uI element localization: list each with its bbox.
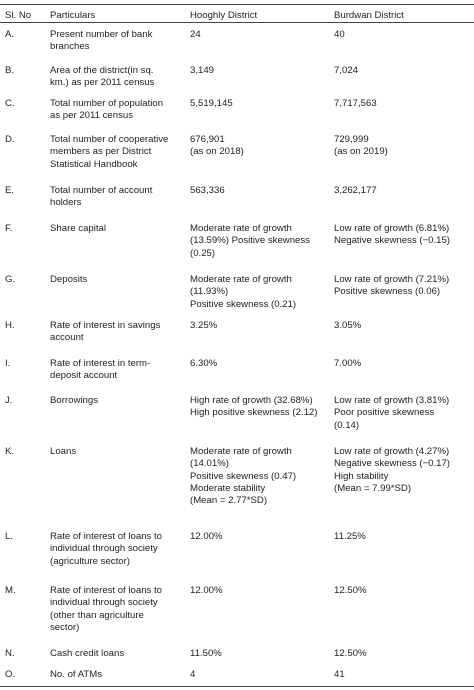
header-particulars: Particulars: [50, 10, 96, 21]
cell-text-line: 12.50%: [334, 648, 367, 659]
cell-text-line: (Mean = 2.77*SD): [190, 495, 268, 507]
cell-text-line: 7,717,563: [334, 98, 377, 109]
cell-text-line: Rate of interest in savings: [50, 320, 161, 331]
cell-text-line: Share capital: [50, 223, 106, 234]
cell-text-line: (as on 2019): [334, 146, 388, 158]
cell-text-line: Positive skewness (0.06): [334, 286, 441, 298]
cell-burdwan: [334, 65, 358, 77]
cell-text-line: (as on 2018): [190, 146, 244, 158]
cell-hooghly: [190, 98, 233, 110]
table-bottom-rule: [0, 686, 474, 687]
cell-text-line: Rate of interest in term-: [50, 358, 151, 369]
cell-hooghly: [190, 446, 296, 507]
cell-text-line: (other than agriculture: [50, 609, 144, 621]
cell-text-line: Loans: [50, 446, 77, 457]
cell-burdwan: [334, 358, 361, 370]
cell-text-line: 563,336: [190, 185, 225, 196]
cell-burdwan: [334, 585, 367, 597]
cell-burdwan: [334, 29, 345, 41]
cell-text-line: Deposits: [50, 274, 88, 285]
cell-hooghly: [190, 65, 214, 77]
cell-text-line: Low rate of growth (6.81%): [334, 223, 450, 234]
cell-hooghly: [190, 185, 225, 197]
cell-sl-no: B.: [5, 65, 15, 76]
cell-hooghly: [190, 669, 195, 681]
cell-text-line: 3,149: [190, 65, 215, 76]
cell-text-line: sector): [50, 621, 80, 633]
cell-text-line: Moderate rate of growth: [190, 223, 292, 234]
cell-hooghly: [190, 320, 217, 332]
cell-text-line: Positive skewness (0.21): [190, 298, 297, 310]
cell-text-line: High rate of growth (32.68%): [190, 395, 313, 406]
cell-text-line: 11.25%: [334, 531, 366, 542]
cell-text-line: Total number of cooperative: [50, 134, 169, 145]
cell-text-line: Low rate of growth (3.81%): [334, 395, 450, 406]
cell-burdwan: [334, 134, 388, 159]
cell-text-line: 12.00%: [190, 585, 223, 596]
cell-text-line: (agriculture sector): [50, 555, 130, 567]
cell-particulars: [50, 185, 152, 210]
cell-text-line: 676,901: [190, 134, 225, 145]
cell-burdwan: [334, 648, 367, 660]
cell-particulars: [50, 29, 152, 54]
cell-particulars: [50, 395, 98, 407]
cell-particulars: [50, 320, 160, 345]
cell-text-line: Cash credit loans: [50, 648, 125, 659]
cell-text-line: (0.25): [190, 247, 216, 259]
cell-hooghly: [190, 648, 222, 660]
cell-text-line: (13.59%) Positive skewness: [190, 235, 310, 247]
cell-hooghly: [190, 274, 296, 311]
cell-text-line: 12.50%: [334, 585, 367, 596]
cell-burdwan: [334, 98, 377, 110]
cell-text-line: 24: [190, 29, 201, 40]
cell-particulars: [50, 358, 150, 383]
cell-sl-no: C.: [5, 98, 15, 109]
cell-text-line: (11.93%): [190, 286, 229, 298]
cell-text-line: deposit account: [50, 370, 118, 382]
cell-text-line: Area of the district(in sq.: [50, 65, 154, 76]
cell-sl-no: E.: [5, 185, 15, 196]
cell-text-line: members as per District: [50, 146, 152, 158]
cell-hooghly: [190, 585, 223, 597]
cell-particulars: [50, 274, 87, 286]
cell-burdwan: [334, 185, 377, 197]
cell-hooghly: [190, 29, 201, 41]
cell-sl-no: O.: [5, 669, 16, 680]
cell-text-line: Poor positive skewness: [334, 407, 435, 419]
cell-text-line: 3.05%: [334, 320, 362, 331]
cell-text-line: (Mean = 7.99*SD): [334, 482, 412, 494]
cell-text-line: individual through society: [50, 597, 158, 609]
cell-text-line: 7.00%: [334, 358, 362, 369]
table-top-rule: [0, 4, 474, 5]
table-header-rule: [0, 22, 474, 23]
cell-text-line: 3,262,177: [334, 185, 377, 196]
cell-text-line: Negative skewness (−0.17): [334, 458, 450, 470]
cell-text-line: 40: [334, 29, 345, 40]
cell-text-line: Positive skewness (0.47): [190, 470, 297, 482]
header-sl-no: Sl. No: [5, 10, 32, 21]
cell-hooghly: [190, 134, 244, 159]
cell-text-line: High stability: [334, 470, 389, 482]
cell-particulars: [50, 585, 162, 634]
cell-sl-no: F.: [5, 223, 13, 234]
header-hooghly-district: Hooghly District: [190, 10, 258, 21]
cell-sl-no: D.: [5, 134, 15, 145]
cell-particulars: [50, 648, 124, 660]
cell-particulars: [50, 65, 154, 90]
cell-text-line: as per 2011 census: [50, 110, 134, 122]
cell-text-line: (0.14): [334, 419, 360, 431]
cell-text-line: 6.30%: [190, 358, 218, 369]
cell-particulars: [50, 134, 168, 171]
cell-text-line: 7,024: [334, 65, 359, 76]
cell-burdwan: [334, 320, 361, 332]
cell-text-line: 729,999: [334, 134, 369, 145]
cell-particulars: [50, 531, 162, 568]
cell-burdwan: [334, 531, 366, 543]
cell-text-line: Negative skewness (−0.15): [334, 235, 450, 247]
cell-text-line: 3.25%: [190, 320, 218, 331]
cell-particulars: [50, 669, 102, 681]
cell-hooghly: [190, 395, 317, 420]
cell-particulars: [50, 223, 106, 235]
cell-text-line: Rate of interest of loans to: [50, 585, 162, 596]
cell-burdwan: [334, 274, 449, 299]
cell-sl-no: G.: [5, 274, 16, 285]
cell-sl-no: L.: [5, 531, 14, 542]
cell-sl-no: A.: [5, 29, 15, 40]
cell-text-line: individual through society: [50, 543, 158, 555]
cell-sl-no: J.: [5, 395, 13, 406]
cell-text-line: account: [50, 332, 84, 344]
cell-burdwan: [334, 446, 450, 495]
cell-hooghly: [190, 223, 310, 260]
cell-text-line: Moderate rate of growth: [190, 274, 292, 285]
cell-text-line: Borrowings: [50, 395, 98, 406]
cell-text-line: Total number of account: [50, 185, 153, 196]
header-burdwan-district: Burdwan District: [334, 10, 404, 21]
cell-burdwan: [334, 395, 449, 432]
cell-text-line: branches: [50, 41, 90, 53]
cell-text-line: 5,519,145: [190, 98, 233, 109]
cell-text-line: 41: [334, 669, 345, 680]
cell-text-line: km.) as per 2011 census: [50, 77, 155, 89]
cell-hooghly: [190, 358, 217, 370]
cell-text-line: Total number of population: [50, 98, 164, 109]
cell-text-line: 11.50%: [190, 648, 222, 659]
cell-text-line: (14.01%): [190, 458, 229, 470]
cell-burdwan: [334, 223, 450, 248]
cell-text-line: Present number of bank: [50, 29, 153, 40]
cell-burdwan: [334, 669, 345, 681]
cell-particulars: [50, 446, 76, 458]
cell-text-line: No. of ATMs: [50, 669, 103, 680]
cell-hooghly: [190, 531, 223, 543]
cell-sl-no: N.: [5, 648, 15, 659]
cell-sl-no: H.: [5, 320, 15, 331]
cell-sl-no: K.: [5, 446, 15, 457]
cell-text-line: Rate of interest of loans to: [50, 531, 162, 542]
cell-text-line: 4: [190, 669, 196, 680]
cell-text-line: Statistical Handbook: [50, 158, 138, 170]
cell-sl-no: I.: [5, 358, 11, 369]
cell-text-line: Moderate rate of growth: [190, 446, 292, 457]
cell-text-line: High positive skewness (2.12): [190, 407, 318, 419]
cell-particulars: [50, 98, 163, 123]
cell-text-line: Moderate stability: [190, 482, 266, 494]
cell-text-line: holders: [50, 197, 82, 209]
cell-text-line: Low rate of growth (4.27%): [334, 446, 450, 457]
cell-text-line: Low rate of growth (7.21%): [334, 274, 450, 285]
cell-text-line: 12.00%: [190, 531, 223, 542]
cell-sl-no: M.: [5, 585, 16, 596]
